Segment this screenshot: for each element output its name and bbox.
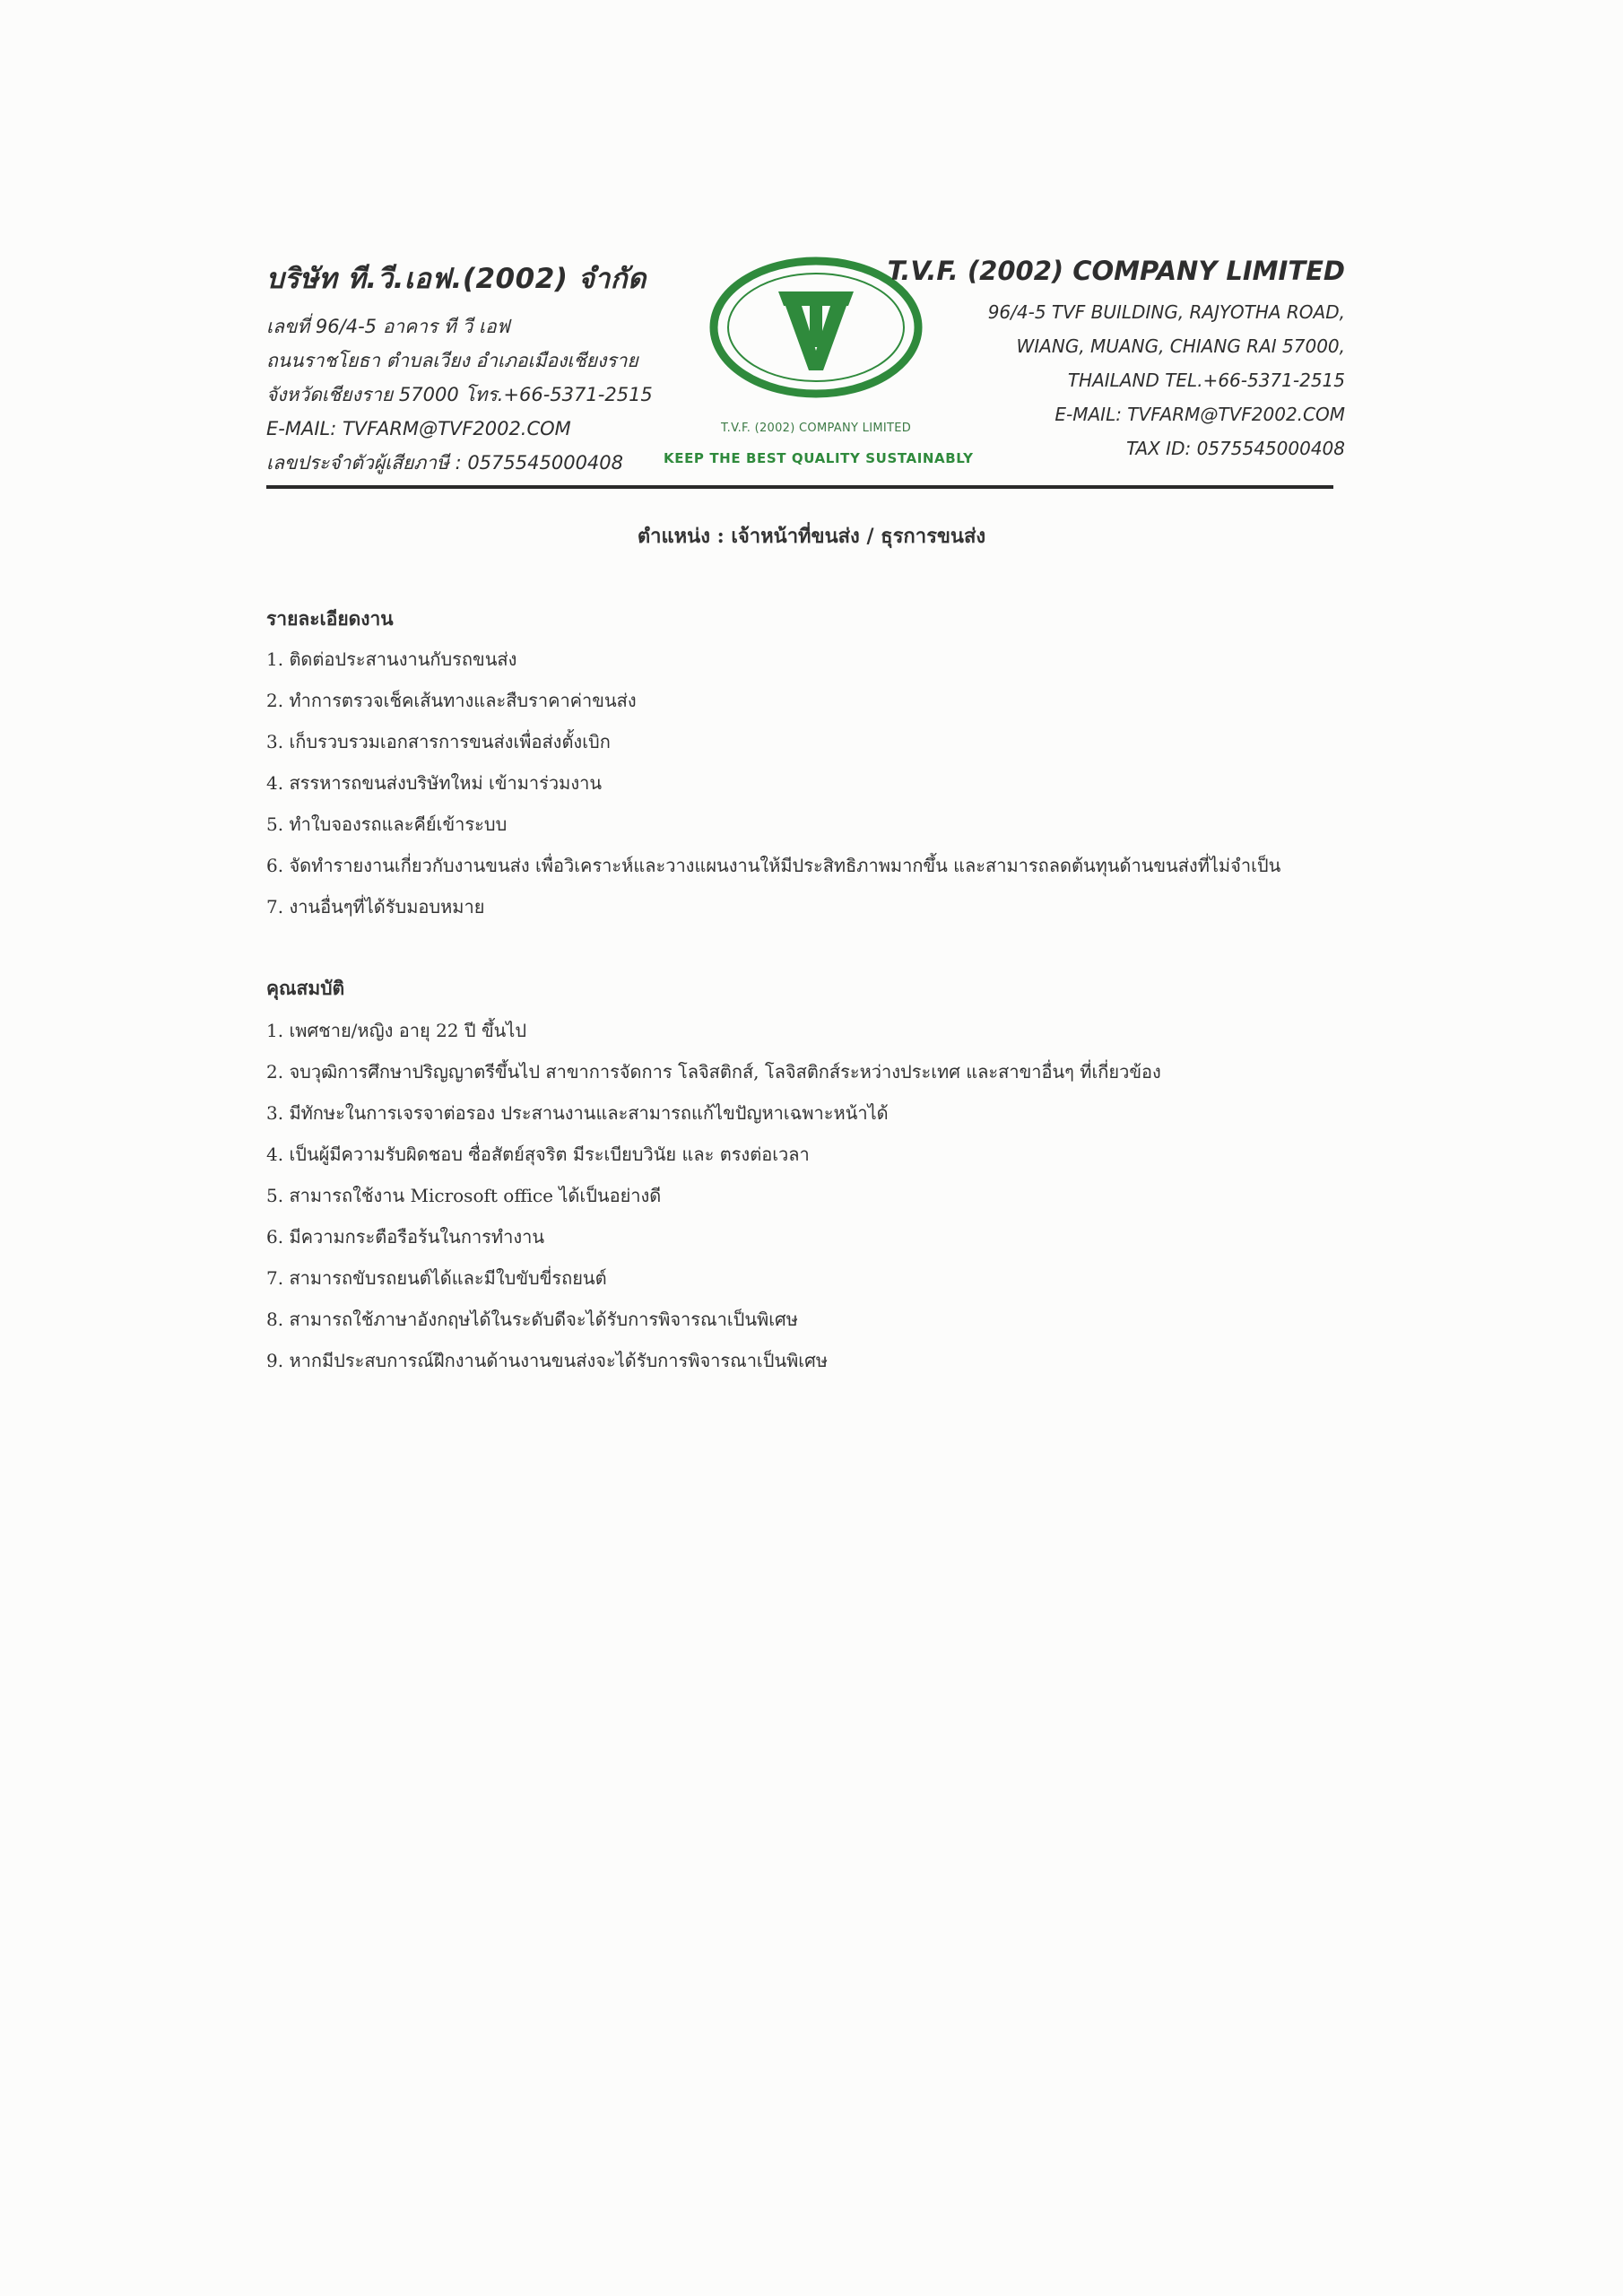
list-item: 1. เพศชาย/หญิง อายุ 22 ปี ขึ้นไป [266, 1020, 527, 1041]
position-title: ตำแหน่ง : เจ้าหน้าที่ขนส่ง / ธุรการขนส่ง [637, 525, 986, 548]
list-item: 4. เป็นผู้มีความรับผิดชอบ ซื่อสัตย์สุจริต มีระเบียบวินัย และ ตรงต่อเวลา [266, 1144, 810, 1165]
qualifications-heading: คุณสมบัติ [266, 977, 345, 999]
email-english: E-MAIL: TVFARM@TVF2002.COM [1055, 404, 1345, 425]
address-line-3-thai: จังหวัดเชียงราย 57000 โทร.+66-5371-2515 [266, 384, 653, 405]
tax-id-english: TAX ID: 0575545000408 [1126, 438, 1345, 459]
header-divider [266, 485, 1333, 489]
list-item: 2. จบวุฒิการศึกษาปริญญาตรีขึ้นไป สาขาการจัดการ โลจิสติกส์, โลจิสติกส์ระหว่างประเทศ และสาขาอื่นๆ ที่เกี่ยวข้อง [266, 1061, 1161, 1083]
email-thai: E-MAIL: TVFARM@TVF2002.COM [266, 418, 571, 439]
list-item: 1. ติดต่อประสานงานกับรถขนส่ง [266, 648, 517, 670]
logo-caption-company: T.V.F. (2002) COMPANY LIMITED [720, 422, 912, 435]
logo-caption-slogan: KEEP THE BEST QUALITY SUSTAINABLY [664, 450, 974, 466]
company-name-thai: บริษัท ที.วี.เอฟ.(2002) จำกัด [266, 263, 647, 295]
qualifications-section [266, 972, 1342, 1381]
address-line-2-english: WIANG, MUANG, CHIANG RAI 57000, [1016, 335, 1345, 357]
list-item: 2. ทำการตรวจเช็คเส้นทางและสืบราคาค่าขนส่ง [266, 690, 637, 711]
company-name-english: T.V.F. (2002) COMPANY LIMITED [887, 256, 1345, 286]
job-details-heading: รายละเอียดงาน [266, 607, 394, 630]
list-item: 5. สามารถใช้งาน Microsoft office ได้เป็นอย่างดี [266, 1185, 662, 1206]
list-item: 6. จัดทำรายงานเกี่ยวกับงานขนส่ง เพื่อวิเคราะห์และวางแผนงานให้มีประสิทธิภาพมากขึ้น และสามารถลดต้นทุนด้านขนส่งที่ไม่จำเป็น [266, 855, 1281, 876]
list-item: 7. สามารถขับรถยนต์ได้และมีใบขับขี่รถยนต์ [266, 1267, 607, 1289]
list-item: 3. มีทักษะในการเจรจาต่อรอง ประสานงานและสามารถแก้ไขปัญหาเฉพาะหน้าได้ [266, 1102, 889, 1124]
address-line-1-english: 96/4-5 TVF BUILDING, RAJYOTHA ROAD, [987, 301, 1345, 323]
address-line-2-thai: ถนนราชโยธา ตำบลเวียง อำเภอเมืองเชียงราย [266, 350, 638, 371]
job-details-section [266, 603, 1342, 927]
tax-id-thai: เลขประจำตัวผู้เสียภาษี : 0575545000408 [266, 452, 624, 474]
list-item: 7. งานอื่นๆที่ได้รับมอบหมาย [266, 896, 485, 918]
letterhead-thai [266, 256, 688, 480]
list-item: 9. หากมีประสบการณ์ฝึกงานด้านงานขนส่งจะได้รับการพิจารณาเป็นพิเศษ [266, 1350, 829, 1371]
list-item: 8. สามารถใช้ภาษาอังกฤษได้ในระดับดีจะได้รับการพิจารณาเป็นพิเศษ [266, 1309, 798, 1330]
list-item: 6. มีความกระตือรือร้นในการทำงาน [266, 1226, 545, 1248]
list-item: 3. เก็บรวบรวมเอกสารการขนส่งเพื่อส่งตั้งเบิก [266, 731, 611, 752]
list-item: 5. ทำใบจองรถและคีย์เข้าระบบ [266, 813, 508, 835]
address-line-3-english: THAILAND TEL.+66-5371-2515 [1067, 370, 1345, 391]
address-line-1-thai: เลขที่ 96/4-5 อาคาร ที วี เอฟ [266, 316, 510, 337]
list-item: 4. สรรหารถขนส่งบริษัทใหม่ เข้ามาร่วมงาน [266, 772, 602, 794]
letterhead-english [843, 256, 1345, 465]
